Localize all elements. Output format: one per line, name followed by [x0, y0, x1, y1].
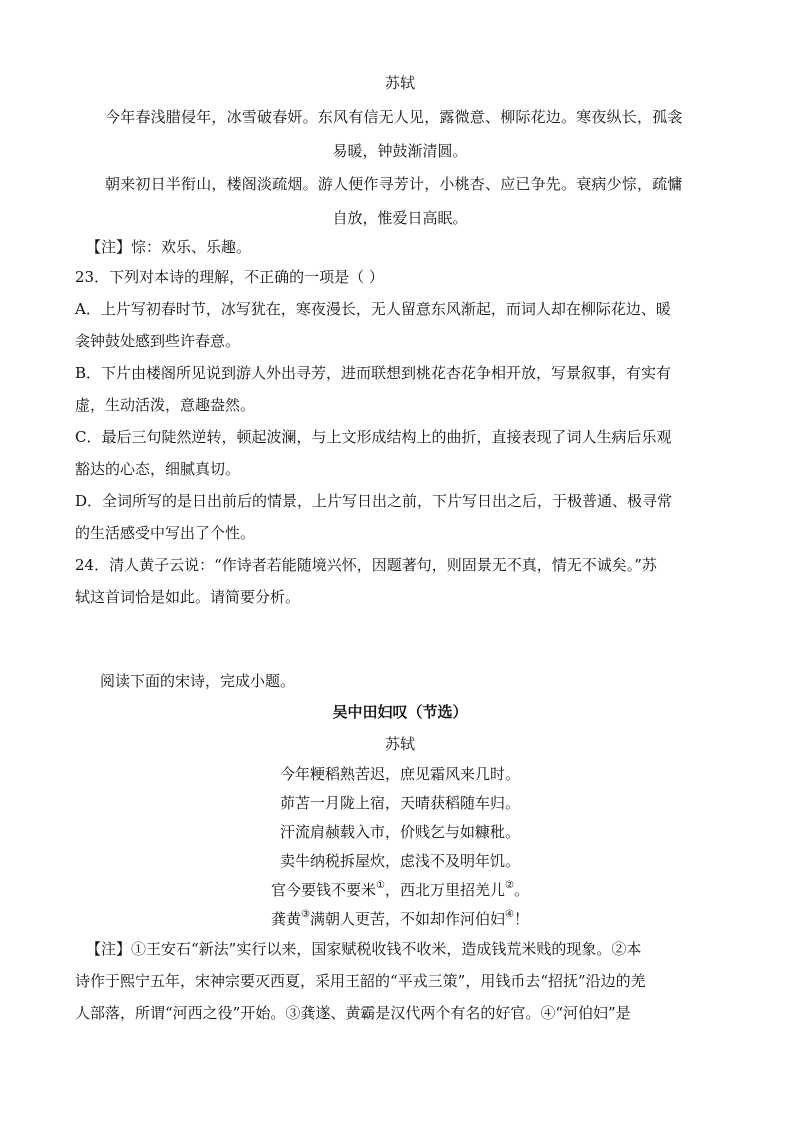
footnote-mark: ③: [301, 909, 310, 920]
question-23-option: 衾钟鼓处感到些许春意。: [75, 332, 241, 350]
poem2-line-text: ，西北万里招羌儿: [384, 881, 505, 899]
poem2-line: 汗流肩赪载入市，价贱乞与如糠秕。: [279, 823, 520, 841]
reading-instruction: 阅读下面的宋诗，完成小题。: [100, 672, 296, 690]
poem2-note: 【注】①王安石“新法”实行以来，国家赋税收钱不收米，造成钱荒米贱的现象。②本: [86, 940, 642, 958]
poem2-line-text: 满朝人更苦，不如却作河伯妇: [309, 910, 505, 928]
poem2-title: 吴中田妇叹（节选）: [332, 703, 468, 721]
poem2-line-text: 。: [513, 881, 529, 899]
question-23-option: 的生活感受中写出了个性。: [75, 524, 256, 542]
poem2-note: 诗作于熙宁五年，宋神宗要灭西夏，采用王韶的“平戎三策”，用钱币去“招抚”沿边的羌: [75, 972, 646, 990]
question-24-stem: 轼这首词恰是如此。请简要分析。: [75, 588, 301, 606]
poem1-line: 朝来初日半衔山，楼阁淡疏烟。游人便作寻芳计，小桃杏、应已争先。衰病少悰，疏慵: [105, 175, 683, 193]
footnote-mark: ②: [505, 880, 514, 891]
poem2-line-text: 官今要钱不要米: [271, 881, 377, 899]
question-23-option: B．下片由楼阁所见说到游人外出寻芳，进而联想到桃花杏花争相开放，写景叙事，有实有: [75, 364, 672, 382]
poem2-note: 人部落，所谓“河西之役”开始。③龚遂、黄霸是汉代两个有名的好官。④“河伯妇”是: [75, 1004, 631, 1022]
poem2-line-text: ！: [513, 910, 529, 928]
poem2-line: [0, 880, 800, 899]
poem1-line: 今年春浅腊侵年，冰雪破春妍。东风有信无人见，露微意、柳际花边。寒夜纵长，孤衾: [105, 108, 683, 126]
poem2-author: 苏轼: [384, 735, 415, 753]
poem2-line: 卖牛纳税拆屋炊，虑浅不及明年饥。: [279, 852, 520, 870]
footnote-mark: ①: [376, 880, 385, 891]
question-23-option: 豁达的心态，细腻真切。: [75, 460, 241, 478]
question-23-stem: 23．下列对本诗的理解，不正确的一项是（ ）: [75, 268, 384, 286]
question-23-option: C．最后三句陡然逆转，顿起波澜，与上文形成结构上的曲折，直接表现了词人生病后乐观: [75, 428, 672, 446]
poem2-line: [0, 909, 800, 928]
question-23-option: A．上片写初春时节，冰写犹在，寒夜漫长，无人留意东风渐起，而词人却在柳际花边、暖: [75, 300, 671, 318]
poem2-line: 今年粳稻熟苦迟，庶见霜风来几时。: [279, 765, 520, 783]
poem1-line: 自放，惟爱日高眠。: [332, 209, 468, 227]
question-23-option: D．全词所写的是日出前后的情景，上片写日出之前，下片写日出之后，于极普通、极寻常: [75, 492, 673, 510]
question-23-option: 虚，生动活泼，意趣盎然。: [75, 396, 256, 414]
question-24-stem: 24．清人黄子云说：“作诗者若能随境兴怀，因题著句，则固景无不真，情无不诚矣。”苏: [75, 556, 657, 574]
poem1-line: 易暖，钟鼓渐清圆。: [332, 142, 468, 160]
poem2-line: 茆苫一月陇上宿，天晴获稻随车归。: [279, 794, 520, 812]
poem1-author: 苏轼: [384, 74, 415, 92]
footnote-mark: ④: [505, 909, 514, 920]
poem2-line-text: 龚黄: [271, 910, 302, 928]
poem1-note: 【注】悰：欢乐、乐趣。: [86, 238, 252, 256]
